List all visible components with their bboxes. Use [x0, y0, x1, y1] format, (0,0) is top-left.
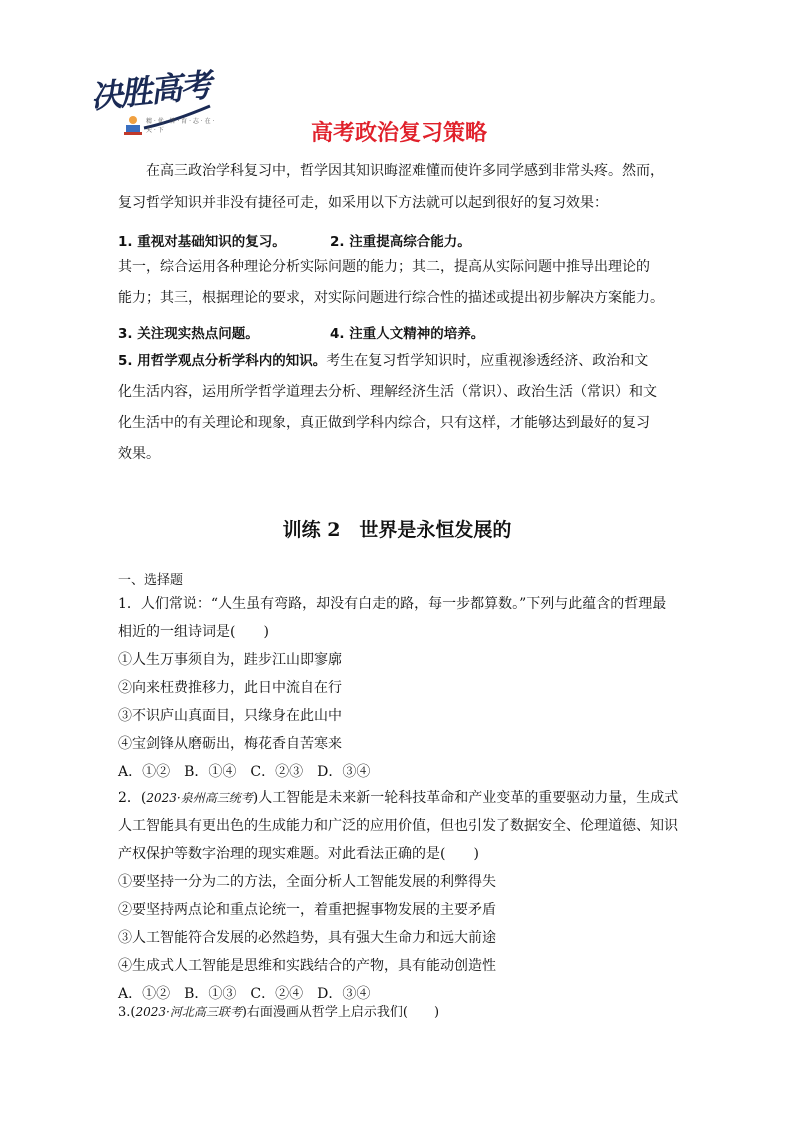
question-2 — [118, 784, 680, 1008]
logo-slogan: 精 · 优 · 答 · 育 · 志 · 在 · 天 · 下 — [146, 118, 215, 134]
q3-source: 2023·河北高三联考 — [135, 1005, 242, 1019]
q2-option-3: ③人工智能符合发展的必然趋势，具有强大生命力和远大前途 — [118, 930, 496, 946]
q1-option-2: ②向来枉费推移力，此日中流自在行 — [118, 680, 342, 696]
point-5-head: 5. 用哲学观点分析学科内的知识。 — [118, 353, 327, 369]
q1-option-4: ④宝剑锋从磨砺出，梅花香自苦寒来 — [118, 736, 342, 752]
point-5-line-4: 效果。 — [118, 446, 160, 462]
point-2: 2. 注重提高综合能力。 — [330, 234, 471, 250]
point-2-body-1: 其一，综合运用各种理论分析实际问题的能力；其二，提高从实际问题中推导出理论的 — [118, 259, 650, 275]
point-4: 4. 注重人文精神的培养。 — [330, 326, 485, 342]
q3-text: )右面漫画从哲学上启示我们( ) — [241, 1005, 440, 1020]
page-title: 高考政治复习策略 — [310, 121, 487, 146]
q1-option-3: ③不识庐山真面目，只缘身在此山中 — [118, 708, 342, 724]
point-5-line-2: 化生活内容，运用所学哲学道理去分析、理解经济生活（常识）、政治生活（常识）和文 — [118, 384, 657, 400]
point-5-text: 考生在复习哲学知识时，应重视渗透经济、政治和文 — [326, 353, 649, 369]
q2-option-4: ④生成式人工智能是思维和实践结合的产物，具有能动创造性 — [118, 958, 496, 974]
point-5-line-3: 化生活中的有关理论和现象，真正做到学科内综合，只有这样，才能够达到最好的复习 — [118, 415, 650, 431]
q2-source: 2023·泉州高三统考 — [146, 791, 253, 805]
question-1 — [118, 590, 680, 786]
q2-line-1-text: )人工智能是未来新一轮科技革命和产业变革的重要驱动力量，生成式 — [252, 790, 679, 806]
q2-option-1: ①要坚持一分为二的方法，全面分析人工智能发展的利弊得失 — [118, 874, 496, 890]
q2-number: 2．( — [118, 790, 147, 806]
point-3: 3. 关注现实热点问题。 — [118, 326, 259, 342]
point-1: 1. 重视对基础知识的复习。 — [118, 234, 286, 250]
q2-line-2: 人工智能具有更出色的生成能力和广泛的应用价值，但也引发了数据安全、伦理道德、知识 — [118, 818, 678, 834]
section-title: 训练 2 世界是永恒发展的 — [282, 519, 512, 541]
q2-choices: A．①② B．①③ C．②④ D．③④ — [118, 986, 371, 1002]
intro-line-1: 在高三政治学科复习中，哲学因其知识晦涩难懂而使许多同学感到非常头疼。然而， — [146, 163, 664, 179]
logo-text: 决胜高考 — [88, 65, 212, 117]
q2-line-1 — [118, 784, 680, 812]
point-5-line-1 — [118, 346, 678, 377]
q3-number: 3.( — [118, 1005, 136, 1020]
q1-choices: A．①② B．①④ C．②③ D．③④ — [118, 764, 371, 780]
point-2-body-2: 能力；其三，根据理论的要求，对实际问题进行综合性的描述或提出初步解决方案能力。 — [118, 290, 664, 306]
q2-option-2: ②要坚持两点论和重点论统一，着重把握事物发展的主要矛盾 — [118, 902, 496, 918]
q2-line-3: 产权保护等数字治理的现实难题。对此看法正确的是( ) — [118, 846, 479, 862]
q1-option-1: ①人生万事须自为，跬步江山即寥廓 — [118, 652, 342, 668]
intro-line-2: 复习哲学知识并非没有捷径可走，如采用以下方法就可以起到很好的复习效果： — [118, 195, 608, 211]
section-label: 一、选择题 — [118, 573, 184, 588]
question-3 — [118, 998, 680, 1027]
q1-line-1: 1．人们常说：“人生虽有弯路，却没有白走的路，每一步都算数。”下列与此蕴含的哲理最 — [118, 596, 667, 612]
q1-line-2: 相近的一组诗词是( ) — [118, 624, 269, 640]
